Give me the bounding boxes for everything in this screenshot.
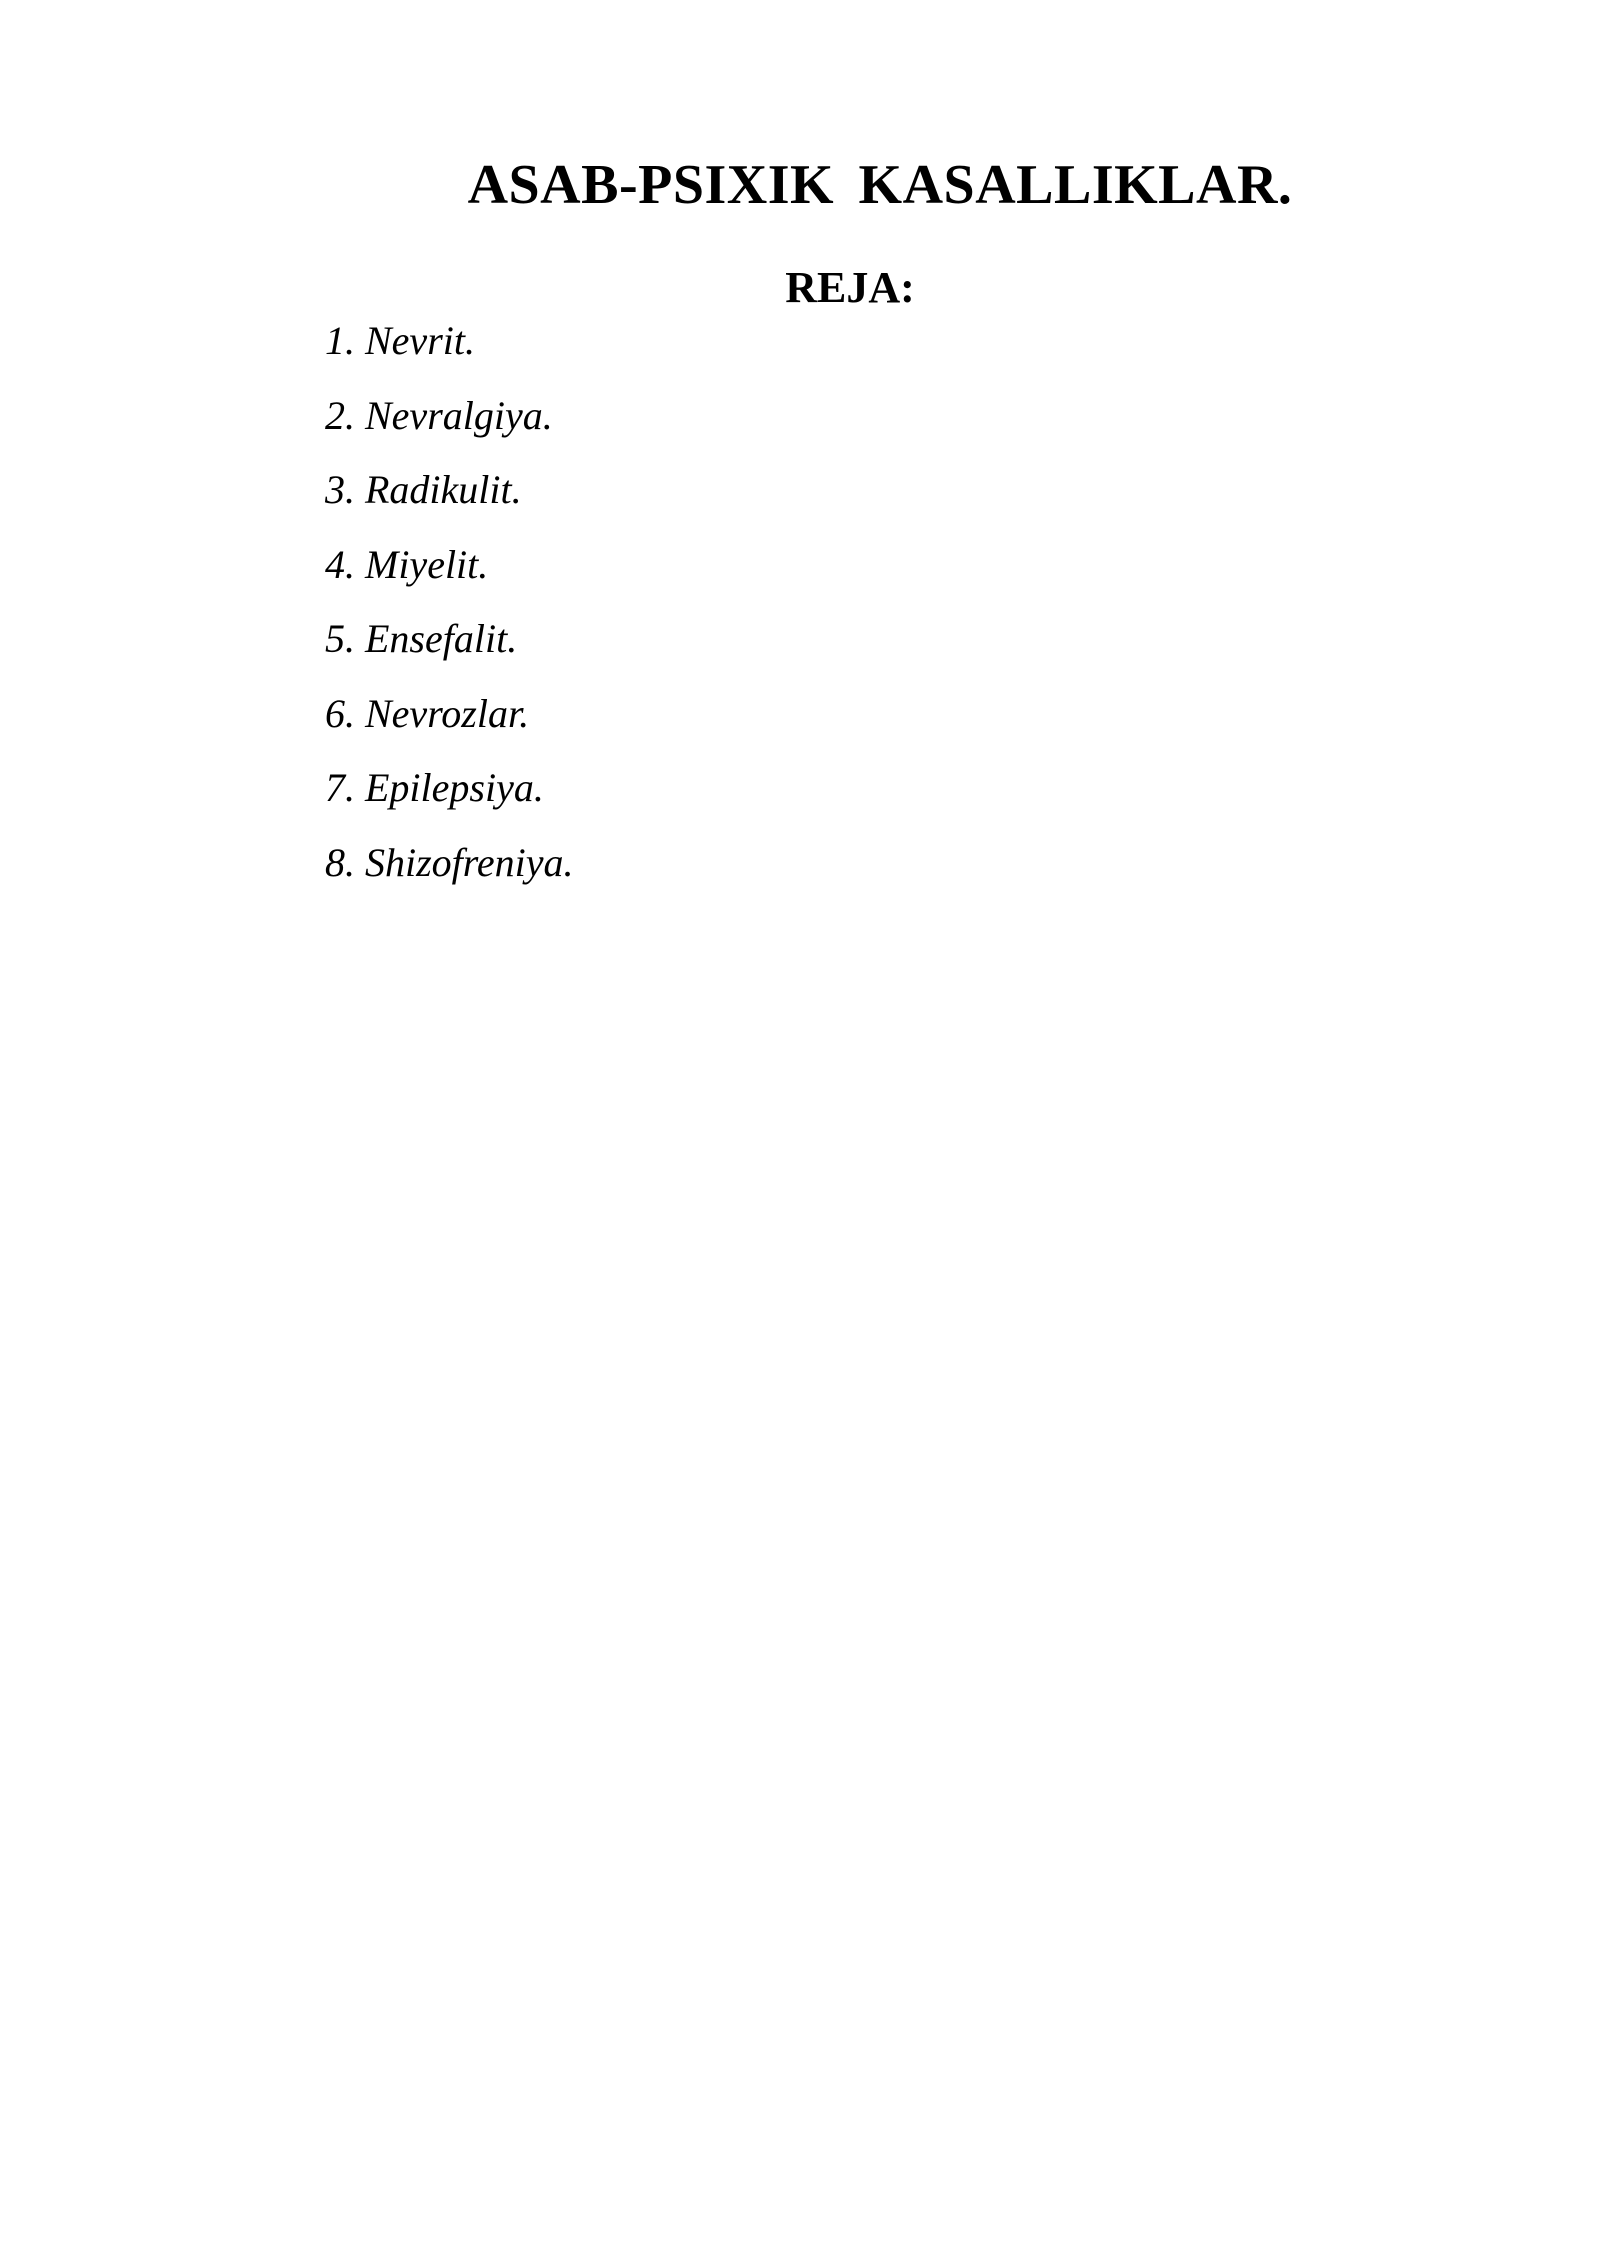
page-title: ASAB-PSIXIK KASALLIKLAR. bbox=[467, 154, 1293, 216]
plan-heading: REJA: bbox=[785, 263, 915, 312]
plan-item-nevralgiya: 2. Nevralgiya. bbox=[325, 392, 553, 438]
plan-item-nevrit: 1. Nevrit. bbox=[325, 318, 475, 363]
plan-item-radikulit: 3. Radikulit. bbox=[325, 467, 522, 512]
plan-item-shizofreniya: 8. Shizofreniya. bbox=[325, 839, 574, 885]
plan-list bbox=[325, 310, 574, 906]
plan-item-epilepsiya: 7. Epilepsiya. bbox=[325, 765, 544, 810]
plan-item-ensefalit: 5. Ensefalit. bbox=[325, 616, 518, 661]
plan-item-nevrozlar: 6. Nevrozlar. bbox=[325, 690, 530, 736]
plan-item-miyelit: 4. Miyelit. bbox=[325, 541, 489, 587]
